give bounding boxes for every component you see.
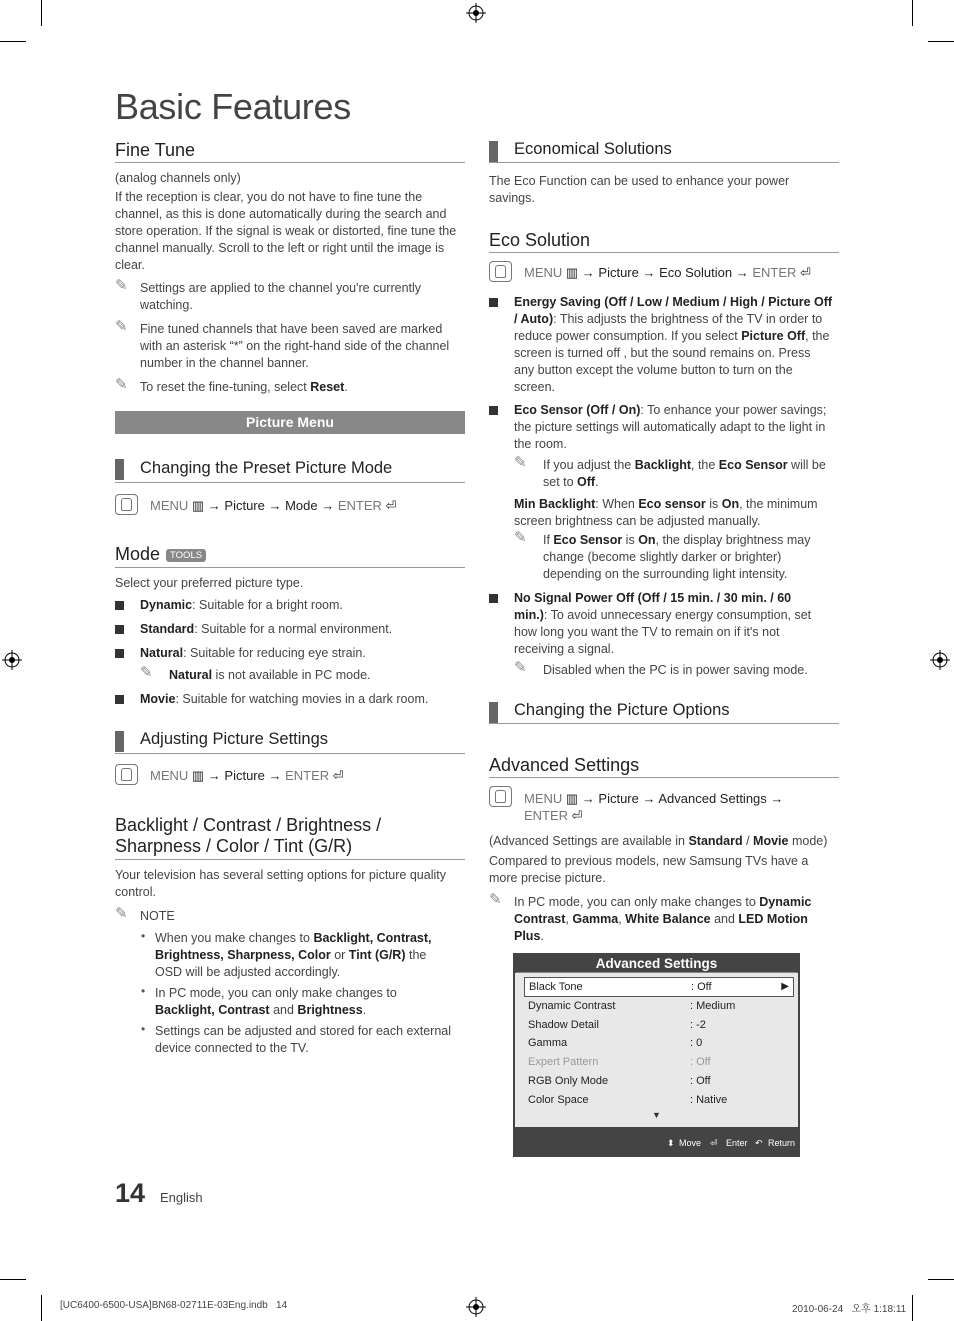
divider [115,567,465,568]
divider [115,859,465,860]
menu-path: MENU ▥ → Picture → Advanced Settings → ENTER ⏎ [524,791,784,823]
crop-mark [912,1295,913,1321]
natural-note: Natural is not available in PC mode. [169,668,371,682]
note-pencil-icon: ✎ [115,318,128,335]
menu-path: MENU ▥ → Picture → Mode → ENTER ⏎ [150,498,397,513]
divider [115,482,465,483]
divider [115,162,465,163]
bullet-square [115,695,124,704]
registration-mark-icon [466,1297,486,1317]
crop-mark [928,41,954,42]
osd-row-color-space[interactable]: Color Space : Native [528,1094,728,1106]
advanced-compared: Compared to previous models, new Samsung TVs have a more precise picture. [489,854,809,885]
fine-tune-note: Fine tuned channels that have been saved are marked with an asterisk “*” on the right-hand side of the channel number in the channel banner. [140,322,450,370]
eco-sensor-item: Eco Sensor (Off / On): To enhance your power savings; the picture settings will automatically adapt to the light in the room. [514,403,827,451]
osd-list [515,973,798,1127]
remote-hand-icon [115,494,138,515]
note-pencil-icon: ✎ [489,891,502,908]
eco-sensor-note: If you adjust the Backlight, the Eco Sensor will be set to Off. [543,458,826,489]
bullet-square [115,625,124,634]
note-label: NOTE [140,909,175,923]
adjusting-heading: Adjusting Picture Settings [140,730,329,748]
osd-title: Advanced Settings [516,955,797,973]
bullet-square [115,601,124,610]
bullet-square [115,649,124,658]
fine-tune-heading: Fine Tune [115,140,196,160]
arrow-right-icon: ▶ [781,981,789,992]
reset-note: To reset the fine-tuning, select Reset. [140,380,348,394]
osd-row-dynamic-contrast[interactable]: Dynamic Contrast : Medium [528,1000,736,1012]
mode-item: Dynamic: Suitable for a bright room. [140,598,343,612]
mode-intro: Select your preferred picture type. [115,576,304,590]
divider [489,777,839,778]
backlight-body: Your television has several setting options for picture quality control. [115,868,446,899]
note-bullet: In PC mode, you can only make changes to Backlight, Contrast and Brightness. [155,986,397,1017]
note-pencil-icon: ✎ [514,659,527,676]
analog-note: (analog channels only) [115,171,241,185]
menu-path: MENU ▥ → Picture → ENTER ⏎ [150,768,344,783]
bullet-square [489,298,498,307]
note-bullet: Settings can be adjusted and stored for each external device connected to the TV. [155,1024,452,1055]
remote-hand-icon [115,764,138,785]
osd-row-expert-pattern: Expert Pattern : Off [528,1056,711,1068]
note-pencil-icon: ✎ [115,277,128,294]
remote-hand-icon [489,261,512,282]
section-marker [489,702,498,723]
osd-row-shadow-detail[interactable]: Shadow Detail : -2 [528,1019,706,1031]
osd-move-label: Move [679,1138,702,1148]
registration-mark-icon [930,650,950,670]
note-pencil-icon: ✎ [115,905,128,922]
advanced-availability: (Advanced Settings are available in Standard / Movie mode) [489,834,828,848]
divider [115,753,465,754]
picture-options-heading: Changing the Picture Options [514,701,730,719]
preset-heading: Changing the Preset Picture Mode [140,459,393,477]
picture-menu-band: Picture Menu [115,411,465,434]
osd-row-black-tone[interactable]: Black Tone : Off ▶ [524,977,794,997]
osd-return-label: Return [768,1138,796,1148]
divider [489,162,839,163]
bullet-dot: • [141,984,146,998]
note-pencil-icon: ✎ [514,454,527,471]
print-file-label: [UC6400-6500-USA]BN68-02711E-03Eng.indb 14 [60,1300,288,1311]
fine-tune-note: Settings are applied to the channel you're currently watching. [140,281,422,312]
bullet-dot: • [141,929,146,943]
menu-path: MENU ▥ → Picture → Eco Solution → ENTER ⏎ [524,265,811,280]
tools-badge: TOOLS [166,549,206,562]
no-signal-note: Disabled when the PC is in power saving mode. [543,663,808,677]
crop-mark [928,1279,954,1280]
crop-mark [912,0,913,26]
note-pencil-icon: ✎ [140,664,153,681]
mode-heading: Mode TOOLS [115,544,206,565]
scroll-down-icon[interactable]: ▼ [652,1110,661,1120]
osd-footer [513,1130,800,1157]
divider [489,723,839,724]
note-pencil-icon: ✎ [514,529,527,546]
bullet-dot: • [141,1022,146,1036]
section-marker [115,459,124,480]
registration-mark-icon [2,650,22,670]
mode-item: Movie: Suitable for watching movies in a dark room. [140,692,429,706]
osd-enter-label: Enter [726,1138,748,1148]
return-icon: ↶ [755,1138,763,1148]
crop-mark [41,0,42,26]
crop-mark [0,1279,26,1280]
bullet-square [489,594,498,603]
backlight-heading: Backlight / Contrast / Brightness / Sharpness / Color / Tint (G/R) [115,815,382,856]
osd-row-rgb-only-mode[interactable]: RGB Only Mode : Off [528,1075,711,1087]
mode-item: Standard: Suitable for a normal environment. [140,622,393,636]
page-title: Basic Features [115,86,351,127]
eco-solution-heading: Eco Solution [489,230,591,250]
note-bullet: When you make changes to Backlight, Contrast, Brightness, Sharpness, Color or Tint (G/R) the OSD will be adjusted accordingly. [155,931,432,979]
osd-row-gamma[interactable]: Gamma : 0 [528,1037,703,1049]
move-icon: ⬍ [667,1138,675,1148]
crop-mark [0,41,26,42]
economical-heading: Economical Solutions [514,140,672,158]
section-marker [489,141,498,162]
enter-icon: ⏎ [710,1138,718,1148]
fine-tune-body: If the reception is clear, you do not have to fine tune the channel, as this is done automatically during the search and store operation. If the signal is weak or distorted, fine tune the channel manually. Scroll to the left or right until the image is clear. [115,190,457,272]
advanced-settings-heading: Advanced Settings [489,755,640,775]
registration-mark-icon [466,3,486,23]
advanced-pc-note: In PC mode, you can only make changes to Dynamic Contrast, Gamma, White Balance and LED Motion Plus. [514,895,812,943]
advanced-settings-osd [513,953,800,1157]
note-pencil-icon: ✎ [115,376,128,393]
remote-hand-icon [489,786,512,807]
energy-saving-item: Energy Saving (Off / Low / Medium / High / Picture Off / Auto): This adjusts the brightness of the TV in order to reduce power consumption. If you select Picture Off, the screen is turned off , but the sound remains on. Press any button except the volume button to turn on the screen. [514,295,833,394]
min-backlight-note: If Eco Sensor is On, the display brightness may change (become slightly darker or brighter) depending on the surrounding light intensity. [543,533,811,581]
bullet-square [489,406,498,415]
section-marker [115,731,124,752]
mode-item: Natural: Suitable for reducing eye strain. [140,646,366,660]
divider [489,252,839,253]
print-timestamp: 2010-06-24 오후 1:18:11 [792,1304,907,1315]
economical-body: The Eco Function can be used to enhance your power savings. [489,174,790,205]
language-label: English [160,1190,203,1205]
no-signal-item: No Signal Power Off (Off / 15 min. / 30 min. / 60 min.): To avoid unnecessary energy consumption, set how long you want the TV to remain on if it's not receiving a signal. [514,591,812,656]
page-number: 14 [115,1178,146,1208]
crop-mark [41,1295,42,1321]
min-backlight-text: Min Backlight: When Eco sensor is On, the minimum screen brightness can be adjusted manually. [514,497,818,528]
